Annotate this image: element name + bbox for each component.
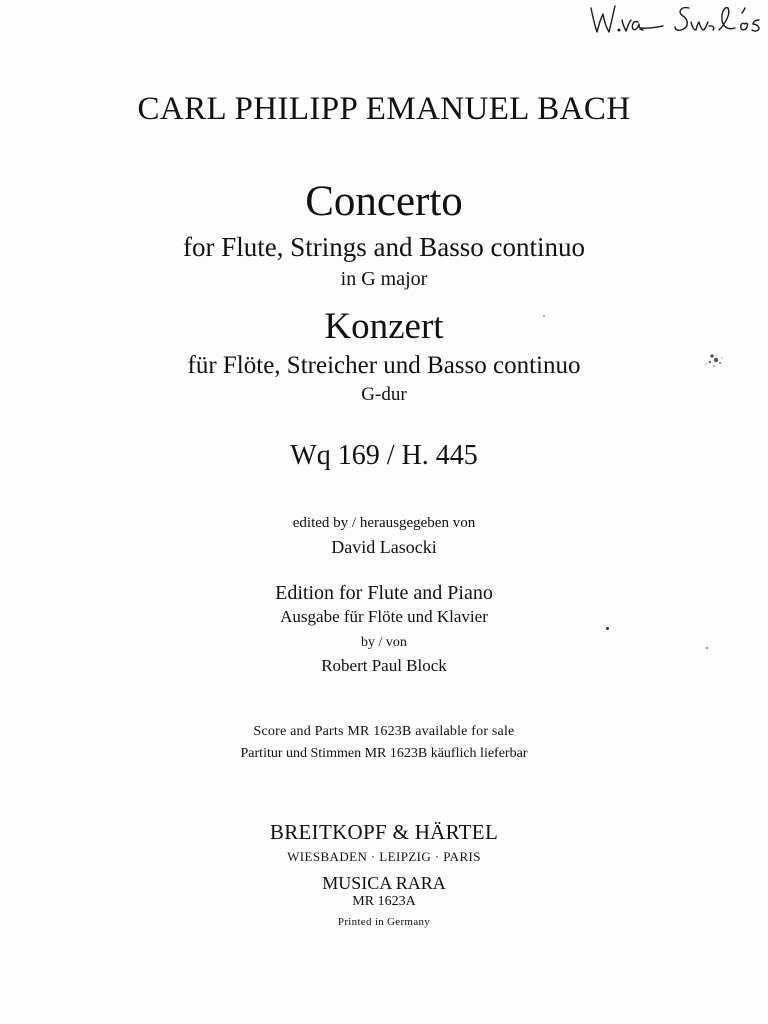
key-german: G-dur (361, 384, 407, 405)
arranger-name: Robert Paul Block (321, 656, 447, 675)
edition-title-german: Ausgabe für Flöte und Klavier (280, 607, 488, 626)
publisher-name: BREITKOPF & HÄRTEL (269, 820, 499, 844)
title-english: Concerto (305, 178, 463, 225)
edition-title-english: Edition for Flute and Piano (275, 582, 493, 604)
publisher-imprint: MUSICA RARA (322, 873, 446, 893)
publisher-catalog-number: MR 1623A (352, 894, 416, 909)
title-german: Konzert (324, 306, 444, 347)
editor-name: David Lasocki (331, 537, 437, 557)
subtitle-english: for Flute, Strings and Basso continuo (183, 232, 585, 262)
catalog-number: Wq 169 / H. 445 (290, 440, 478, 471)
composer-name: CARL PHILIPP EMANUEL BACH (137, 91, 631, 127)
printed-in: Printed in Germany (337, 916, 431, 928)
availability-english: Score and Parts MR 1623B available for sale (253, 724, 515, 739)
publisher-cities: WIESBADEN · LEIPZIG · PARIS (287, 849, 481, 864)
availability-german: Partitur und Stimmen MR 1623B käuflich lieferbar (240, 746, 528, 761)
arranger-label: by / von (361, 635, 407, 650)
speck-1 (606, 627, 609, 630)
subtitle-german: für Flöte, Streicher und Basso continuo (187, 352, 581, 379)
key-english: in G major (340, 268, 428, 290)
handwritten-signature (585, 0, 765, 46)
editor-label: edited by / herausgegeben von (292, 515, 476, 531)
